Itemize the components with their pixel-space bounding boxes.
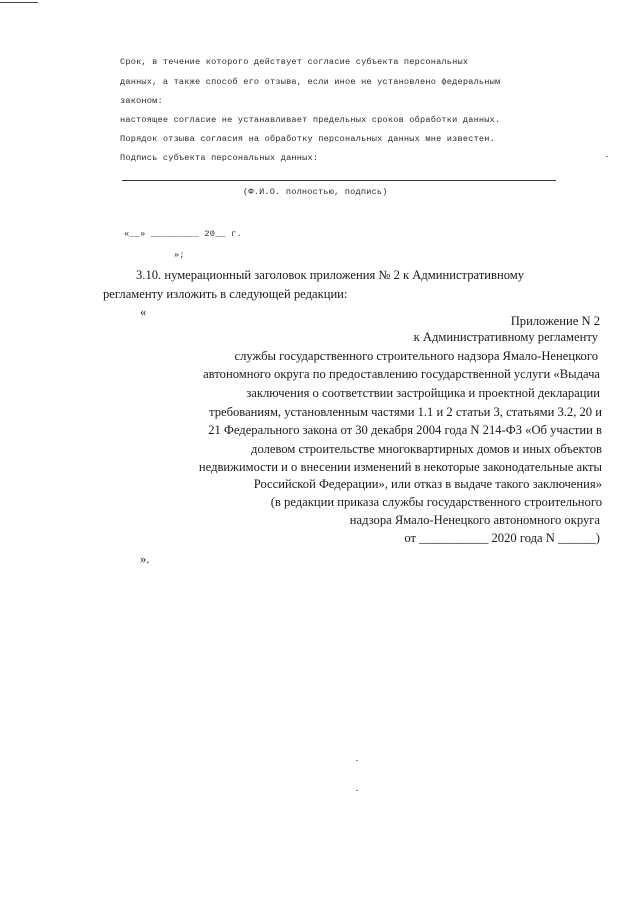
opening-quote: « bbox=[140, 305, 147, 319]
appendix-line-8: долевом строительстве многоквартирных домов и иных объектов bbox=[251, 442, 602, 456]
scan-speck bbox=[356, 760, 358, 761]
consent-line-2: данных, а также способ его отзыва, если иное не установлено федеральным bbox=[120, 77, 501, 87]
appendix-line-7: 21 Федерального закона от 30 декабря 2004 года N 214-ФЗ «Об участии в bbox=[208, 423, 602, 437]
consent-line-4: настоящее согласие не устанавливает предельных сроков обработки данных. bbox=[120, 115, 501, 125]
consent-closing-quote: »; bbox=[174, 250, 185, 260]
signature-line bbox=[122, 180, 556, 181]
appendix-line-12: надзора Ямало-Ненецкого автономного округа bbox=[349, 513, 600, 527]
appendix-line-4: автономного округа по предоставлению государственной услуги «Выдача bbox=[203, 367, 600, 381]
consent-line-6: Подпись субъекта персональных данных: bbox=[120, 153, 319, 163]
date-line: «__» _________ 20__ г. bbox=[124, 229, 242, 239]
consent-line-1: Срок, в течение которого действует согласие субъекта персональных bbox=[120, 57, 469, 67]
signature-caption: (Ф.И.О. полностью, подпись) bbox=[243, 187, 388, 197]
appendix-title: Приложение N 2 bbox=[510, 314, 600, 328]
appendix-line-2: к Административному регламенту bbox=[413, 330, 598, 344]
scan-speck bbox=[606, 156, 608, 157]
scan-speck bbox=[356, 790, 358, 791]
appendix-line-9: недвижимости и о внесении изменений в некоторые законодательные акты bbox=[198, 460, 602, 474]
appendix-line-6: требованиям, установленным частями 1.1 и 2 статьи 3, статьями 3.2, 20 и bbox=[209, 405, 602, 419]
consent-line-5: Порядок отзыва согласия на обработку персональных данных мне известен. bbox=[120, 134, 495, 144]
appendix-line-3: службы государственного строительного надзора Ямало-Ненецкого bbox=[234, 349, 598, 363]
scan-artifact-line bbox=[0, 2, 38, 3]
appendix-line-13: от ___________ 2020 года N ______) bbox=[404, 531, 600, 545]
amendment-line-1: 3.10. нумерационный заголовок приложения № 2 к Административному bbox=[136, 268, 525, 282]
appendix-line-5: заключения о соответствии застройщика и проектной декларации bbox=[246, 386, 600, 400]
closing-quote: ». bbox=[140, 552, 150, 566]
appendix-line-10: Российской Федерации», или отказ в выдаче такого заключения» bbox=[253, 477, 602, 491]
amendment-line-2: регламенту изложить в следующей редакции: bbox=[103, 287, 348, 301]
consent-line-3: законом: bbox=[120, 96, 163, 106]
appendix-line-11: (в редакции приказа службы государственного строительного bbox=[270, 495, 602, 509]
